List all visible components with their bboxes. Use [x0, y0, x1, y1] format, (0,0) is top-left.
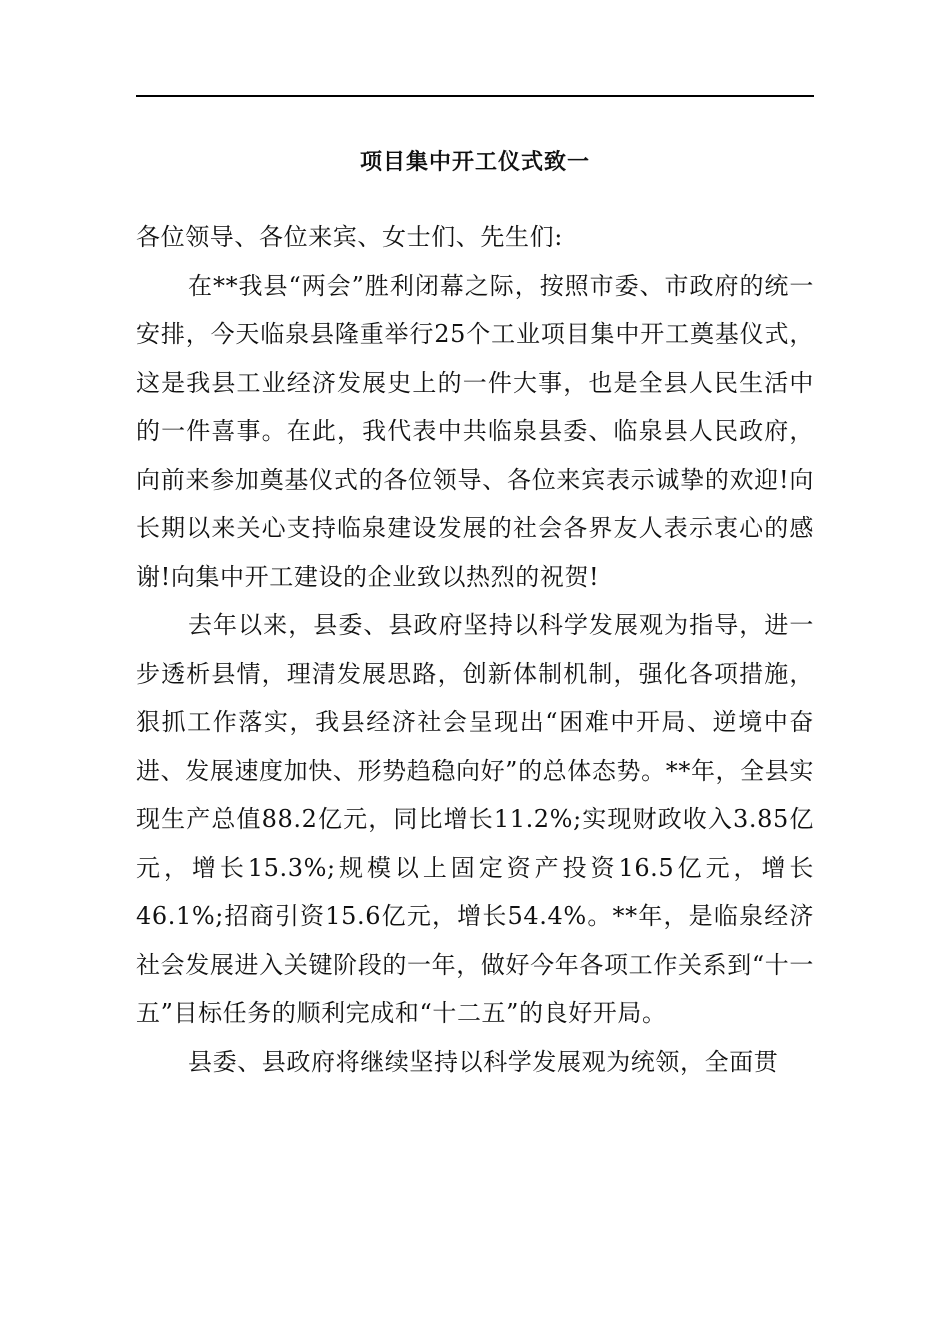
paragraph-2: 去年以来，县委、县政府坚持以科学发展观为指导，进一步透析县情，理清发展思路，创新体制机制，强化各项措施，狠抓工作落实，我县经济社会呈现出“困难中开局、逆境中奋进、发展速度加快、形势趋稳向好”的总体态势。**年，全县实现生产总值88.2亿元，同比增长11.2%;实现财政收入3.85亿元，增长15.3%;规模以上固定资产投资16.5亿元，增长46.1%;招商引资15.6亿元，增长54.4%。**年，是临泉经济社会发展进入关键阶段的一年，做好今年各项工作关系到“十一五”目标任务的顺利完成和“十二五”的良好开局。 — [136, 611, 814, 1027]
document-title: 项目集中开工仪式致一 — [359, 149, 590, 175]
salutation: 各位领导、各位来宾、女士们、先生们: — [136, 223, 563, 251]
document-body — [136, 213, 814, 1086]
paragraph-3: 县委、县政府将继续坚持以科学发展观为统领，全面贯 — [188, 1047, 779, 1076]
header-rule — [136, 95, 814, 97]
paragraph-1: 在**我县“两会”胜利闭幕之际，按照市委、市政府的统一安排，今天临泉县隆重举行25个工业项目集中开工奠基仪式，这是我县工业经济发展史上的一件大事，也是全县人民生活中的一件喜事。在此，我代表中共临泉县委、临泉县人民政府，向前来参加奠基仪式的各位领导、各位来宾表示诚挚的欢迎!向长期以来关心支持临泉建设发展的社会各界友人表示衷心的感谢!向集中开工建设的企业致以热烈的祝贺! — [136, 271, 814, 591]
